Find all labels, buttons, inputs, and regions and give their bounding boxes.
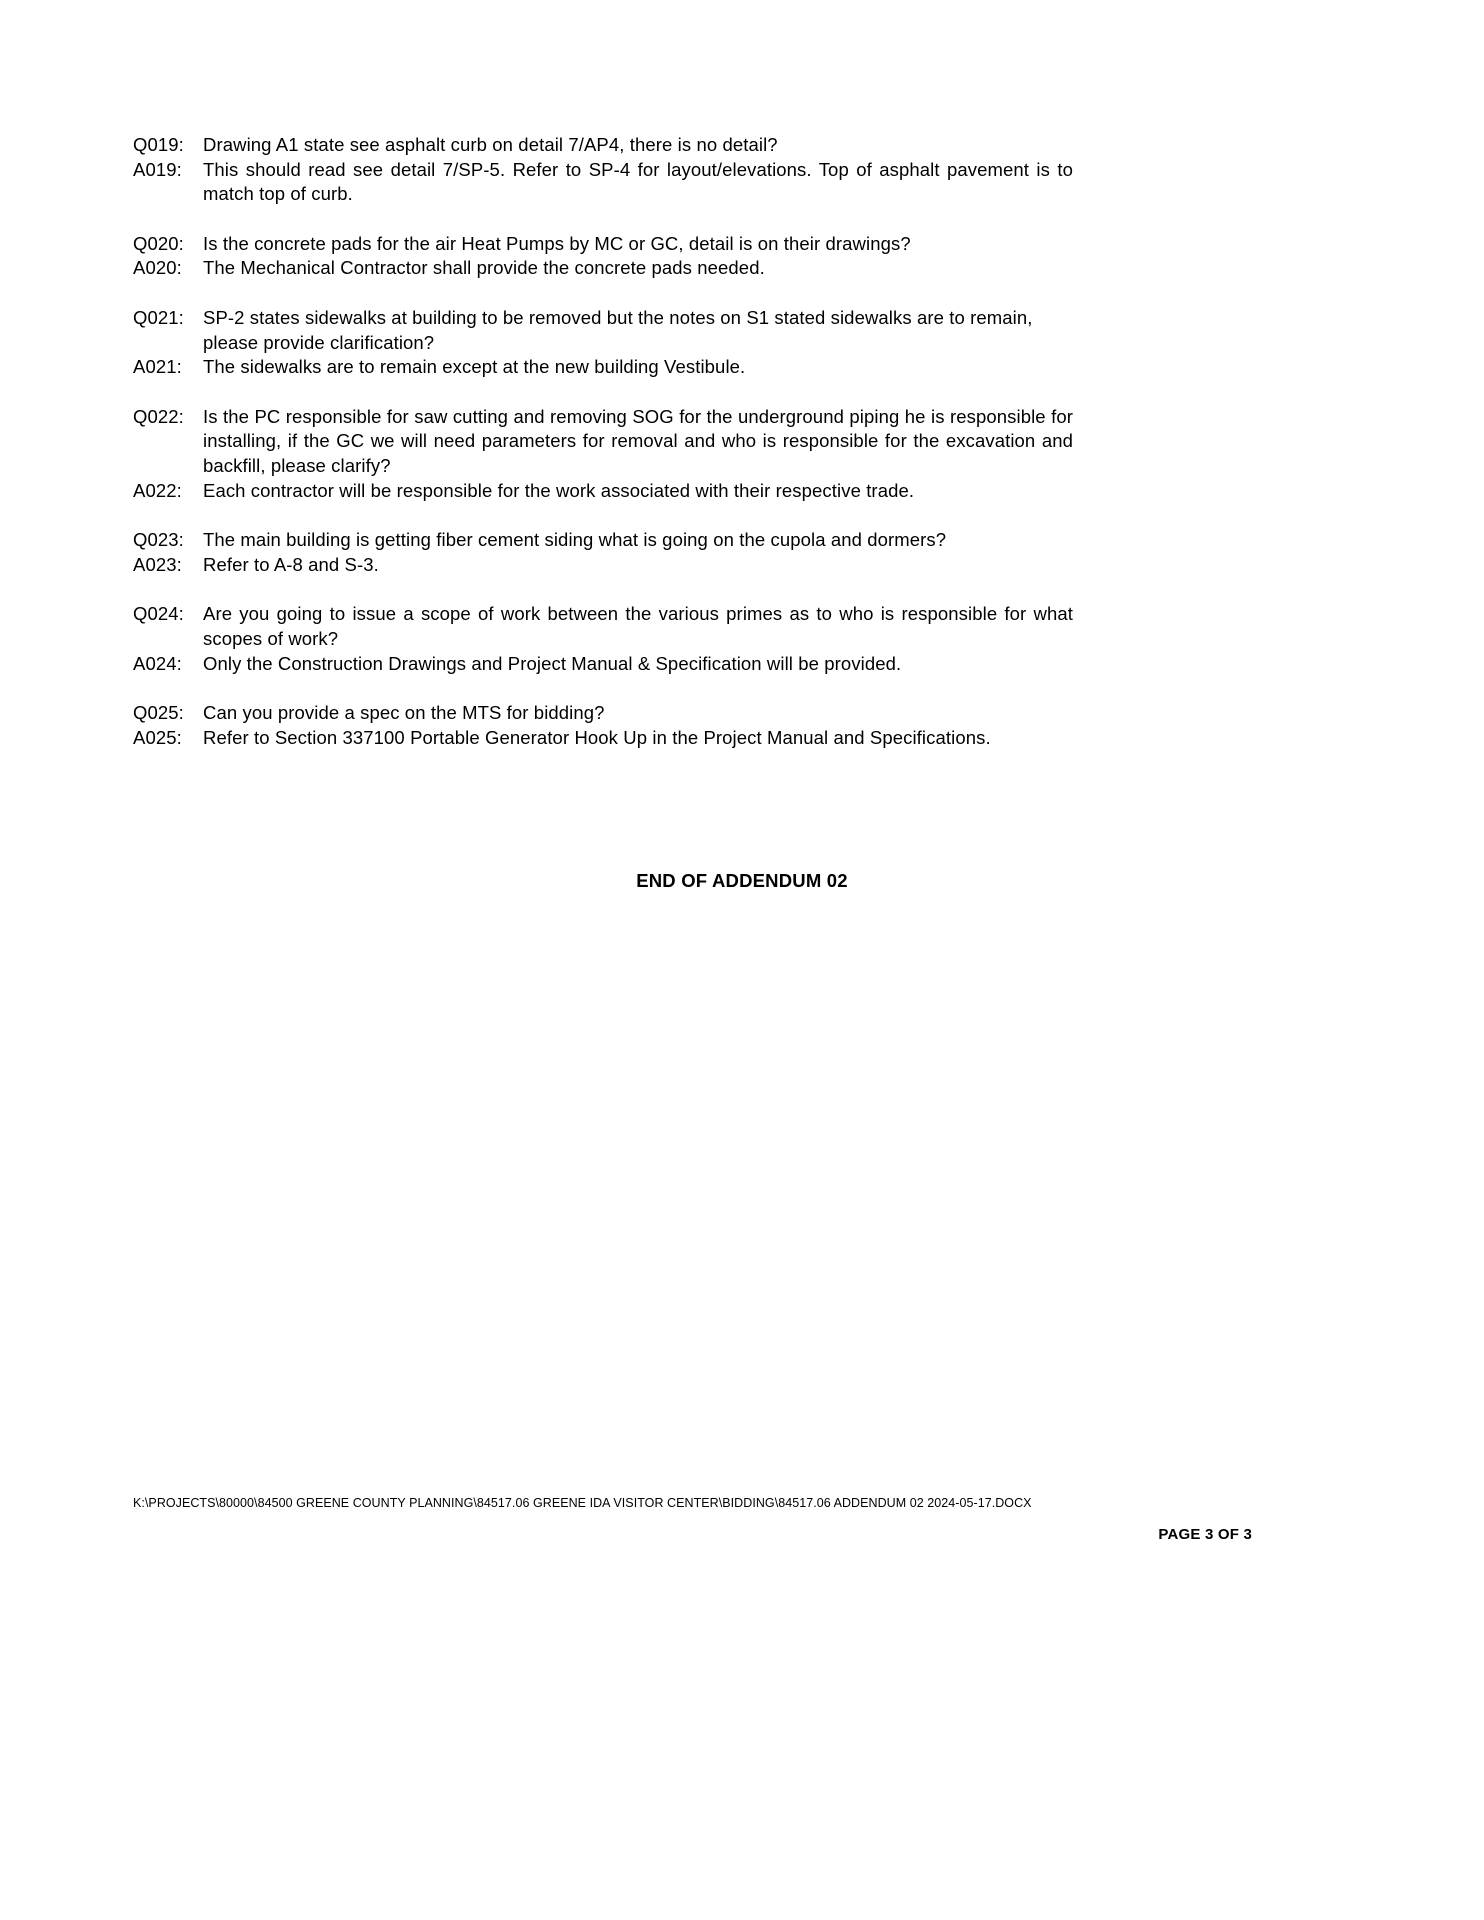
answer-text: This should read see detail 7/SP-5. Refer to SP-4 for layout/elevations. Top of asphalt pavement is to match top of curb. xyxy=(203,158,1073,205)
answer-label: A021: xyxy=(133,356,182,378)
answer-label: A019: xyxy=(133,158,182,180)
question-label: Q020: xyxy=(133,232,184,254)
answer-line xyxy=(133,652,1073,677)
question-line xyxy=(133,528,1073,553)
answer-text: Only the Construction Drawings and Project Manual & Specification will be provided. xyxy=(203,652,902,674)
question-label: Q023: xyxy=(133,529,184,551)
question-text: Can you provide a spec on the MTS for bidding? xyxy=(203,702,605,724)
question-label: Q024: xyxy=(133,603,184,625)
footer-page-number: PAGE 3 OF 3 xyxy=(1158,1526,1252,1543)
answer-line xyxy=(133,726,1073,751)
answer-label: A020: xyxy=(133,257,182,279)
answer-line xyxy=(133,158,1073,207)
answer-text: The sidewalks are to remain except at the new building Vestibule. xyxy=(203,356,746,378)
question-label: Q025: xyxy=(133,702,184,724)
question-text: Drawing A1 state see asphalt curb on detail 7/AP4, there is no detail? xyxy=(203,134,778,155)
question-label: Q022: xyxy=(133,405,184,427)
answer-label: A025: xyxy=(133,726,182,748)
qa-block-q023 xyxy=(133,528,1073,577)
question-text: Are you going to issue a scope of work between the various primes as to who is responsible for what scopes of work? xyxy=(203,603,1073,649)
question-text: The main building is getting fiber cement siding what is going on the cupola and dormers? xyxy=(203,529,947,551)
answer-label: A022: xyxy=(133,479,182,501)
end-of-addendum-note: END OF ADDENDUM 02 xyxy=(636,870,848,891)
answer-label: A024: xyxy=(133,652,182,674)
answer-line xyxy=(133,553,1073,578)
question-line xyxy=(133,232,1073,257)
answer-text: The Mechanical Contractor shall provide the concrete pads needed. xyxy=(203,257,765,279)
answer-text: Each contractor will be responsible for the work associated with their respective trade. xyxy=(203,479,915,501)
qa-block-q019 xyxy=(133,133,1073,207)
footer-file-path: K:\PROJECTS\80000\84500 GREENE COUNTY PLANNING\84517.06 GREENE IDA VISITOR CENTER\BIDDING\84517.06 ADDENDUM 02 2024-05-17.DOCX xyxy=(133,1496,1032,1510)
qa-block-q021 xyxy=(133,306,1073,380)
qa-block-q022 xyxy=(133,405,1073,503)
answer-text: Refer to A-8 and S-3. xyxy=(203,553,379,575)
question-line xyxy=(133,306,1073,355)
answer-line xyxy=(133,355,1073,380)
question-label: Q019: xyxy=(133,134,184,155)
question-text: Is the PC responsible for saw cutting and removing SOG for the underground piping he is responsible for installing, if the GC we will need parameters for removal and who is responsible for the excavation and backfill, please clarify? xyxy=(203,405,1073,476)
page-footer xyxy=(133,1496,1351,1543)
question-line xyxy=(133,701,1073,726)
answer-label: A023: xyxy=(133,553,182,575)
answer-line xyxy=(133,479,1073,504)
question-text: Is the concrete pads for the air Heat Pumps by MC or GC, detail is on their drawings? xyxy=(203,232,911,254)
qa-block-q024 xyxy=(133,602,1073,676)
question-text: SP-2 states sidewalks at building to be removed but the notes on S1 stated sidewalks are to remain, please provide clarification? xyxy=(203,306,1033,353)
question-line xyxy=(133,602,1073,651)
question-line xyxy=(133,405,1073,479)
qa-list xyxy=(133,133,1073,750)
qa-block-q025 xyxy=(133,701,1073,750)
answer-line xyxy=(133,256,1073,281)
answer-text: Refer to Section 337100 Portable Generator Hook Up in the Project Manual and Specifications. xyxy=(203,726,991,748)
qa-block-q020 xyxy=(133,232,1073,281)
question-line xyxy=(133,133,1073,158)
question-label: Q021: xyxy=(133,306,184,328)
